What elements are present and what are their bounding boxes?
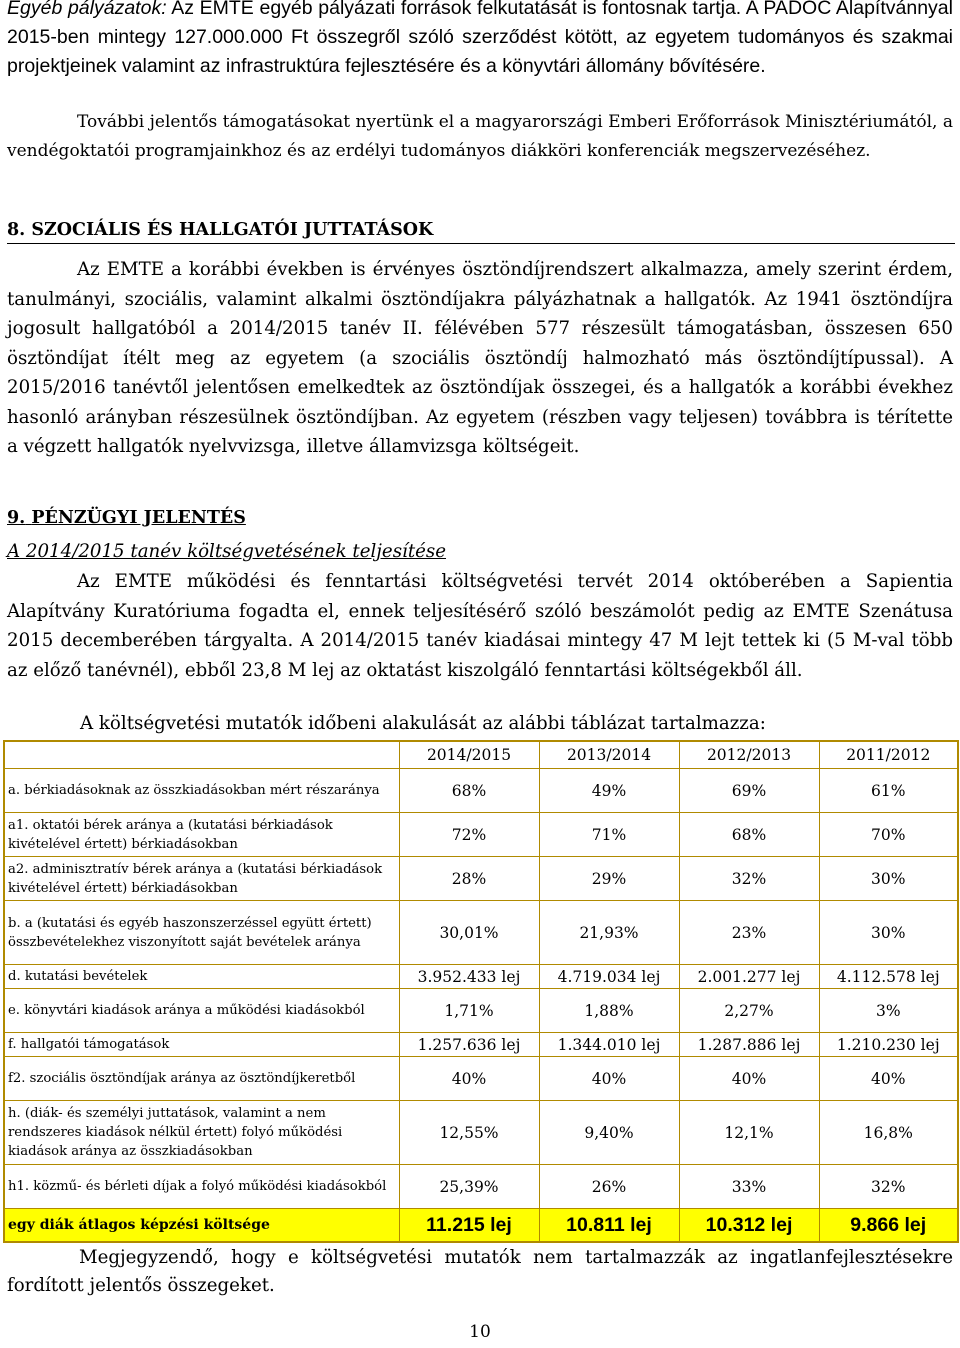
- average-cost-row: [4, 1209, 958, 1243]
- table-row: [4, 1101, 958, 1165]
- cell-value: 68%: [399, 769, 539, 813]
- table-row: [4, 769, 958, 813]
- row-label: a. bérkiadásoknak az összkiadásokban mért részaránya: [4, 769, 399, 813]
- page-number: 10: [469, 1322, 491, 1342]
- cell-value: 40%: [399, 1057, 539, 1101]
- table-row: [4, 989, 958, 1033]
- table-header-row: [4, 741, 958, 769]
- row-label: e. könyvtári kiadások aránya a működési kiadásokból: [4, 989, 399, 1033]
- table-row: [4, 1033, 958, 1057]
- section-9-body: Az EMTE működési és fenntartási költségvetési tervét 2014 októberében a Sapientia Alapítvány Kuratóriuma fogadta el, ennek teljesítésérő szóló beszámolót pedig az EMTE Szenátusa 2015 decemberében tárgyalta. A 2014/2015 tanév kiadásai mintegy 47 M lejt tettek ki (5 M-val több az előző tanévnél), ebből 23,8 M lej az oktatást kiszolgáló fenntartási költségekből áll.: [7, 571, 953, 681]
- year-header: 2013/2014: [539, 741, 679, 769]
- row-label: egy diák átlagos képzési költsége: [4, 1209, 399, 1243]
- cell-value: 32%: [819, 1165, 958, 1209]
- cell-value: 2,27%: [679, 989, 819, 1033]
- section-8-rule: [7, 243, 955, 244]
- section-9-title: PÉNZÜGYI JELENTÉS: [31, 508, 246, 528]
- row-label: f2. szociális ösztöndíjak aránya az ösztöndíjkeretből: [4, 1057, 399, 1101]
- row-label: a1. oktatói bérek aránya a (kutatási bérkiadások kivételével értett) bérkiadásokban: [4, 813, 399, 857]
- cell-value: 4.112.578 lej: [819, 965, 958, 989]
- section-8-number: 8.: [7, 220, 26, 240]
- budget-indicators-table: [3, 740, 959, 1243]
- section-9-heading: [7, 506, 246, 530]
- cell-value: 12,55%: [399, 1101, 539, 1165]
- other-grants-text: Az EMTE egyéb pályázati források felkutatását is fontosnak tartja. A PADOC Alapítvánnyal 2015-ben mintegy 127.000.000 Ft összegről szóló szerződést kötött, az egyetem tudományos és szakmai projektjeinek valamint az infrastruktúra fejlesztésére és a könyvtári állomány bővítésére.: [7, 0, 953, 77]
- row-label: a2. adminisztratív bérek aránya a (kutatási bérkiadások kivételével értett) bérkiadásokban: [4, 857, 399, 901]
- cell-value: 30%: [819, 901, 958, 965]
- year-header: 2012/2013: [679, 741, 819, 769]
- table-row: [4, 965, 958, 989]
- section-8-body: Az EMTE a korábbi években is érvényes ösztöndíjrendszert alkalmazza, amely szerint érdem, tanulmányi, szociális, valamint alkalmi ösztöndíjakra pályázhatnak a hallgatók. Az 1941 ösztöndíjra jogosult hallgatóból a 2014/2015 tanév II. félévében 577 részesült támogatásban, összesen 650 ösztöndíjat ítélt meg az egyetem (a szociális ösztöndíj halmozható más ösztöndíjtípussal). A 2015/2016 tanévtől jelentősen emelkedtek az ösztöndíjak összegei, és a hallgatók a korábbi évekhez hasonló arányban részesülnek ösztöndíjban. Az egyetem (részben vagy teljesen) továbbra is térítette a végzett hallgatók nyelvvizsga, illetve államvizsga költségeit.: [7, 259, 953, 457]
- table-row: [4, 901, 958, 965]
- other-grants-lead: Egyéb pályázatok:: [7, 0, 167, 19]
- table-header-corner: [4, 741, 399, 769]
- cell-value: 32%: [679, 857, 819, 901]
- row-label: f. hallgatói támogatások: [4, 1033, 399, 1057]
- closing-note: Megjegyzendő, hogy e költségvetési mutatók nem tartalmazzák az ingatlanfejlesztésekre fordított jelentős összegeket.: [7, 1247, 953, 1296]
- cell-value: 25,39%: [399, 1165, 539, 1209]
- cell-value: 40%: [679, 1057, 819, 1101]
- cell-value: 28%: [399, 857, 539, 901]
- row-label: b. a (kutatási és egyéb haszonszerzéssel együtt értett) összbevételekhez viszonyított saját bevételek aránya: [4, 901, 399, 965]
- table-intro: A költségvetési mutatók időbeni alakulását az alábbi táblázat tartalmazza:: [80, 713, 766, 734]
- cell-value: 1.257.636 lej: [399, 1033, 539, 1057]
- cell-value: 16,8%: [819, 1101, 958, 1165]
- cell-value: 1.344.010 lej: [539, 1033, 679, 1057]
- cell-value: 49%: [539, 769, 679, 813]
- cell-value: 30,01%: [399, 901, 539, 965]
- cell-value: 10.312 lej: [679, 1209, 819, 1243]
- section-9-number: 9.: [7, 508, 26, 528]
- cell-value: 33%: [679, 1165, 819, 1209]
- cell-value: 69%: [679, 769, 819, 813]
- cell-value: 30%: [819, 857, 958, 901]
- section-9-subtitle: A 2014/2015 tanév költségvetésének teljesítése: [7, 541, 447, 562]
- cell-value: 3.952.433 lej: [399, 965, 539, 989]
- cell-value: 71%: [539, 813, 679, 857]
- cell-value: 9,40%: [539, 1101, 679, 1165]
- cell-value: 10.811 lej: [539, 1209, 679, 1243]
- cell-value: 23%: [679, 901, 819, 965]
- year-header: 2011/2012: [819, 741, 958, 769]
- row-label: h1. közmű- és bérleti díjak a folyó működési kiadásokból: [4, 1165, 399, 1209]
- table-row: [4, 1165, 958, 1209]
- cell-value: 2.001.277 lej: [679, 965, 819, 989]
- cell-value: 1,71%: [399, 989, 539, 1033]
- table-row: [4, 857, 958, 901]
- row-label: h. (diák- és személyi juttatások, valamint a nem rendszeres kiadások nélkül értett) folyó működési kiadások aránya az összkiadásokban: [4, 1101, 399, 1165]
- row-label: d. kutatási bevételek: [4, 965, 399, 989]
- cell-value: 1.210.230 lej: [819, 1033, 958, 1057]
- cell-value: 4.719.034 lej: [539, 965, 679, 989]
- cell-value: 11.215 lej: [399, 1209, 539, 1243]
- cell-value: 12,1%: [679, 1101, 819, 1165]
- cell-value: 61%: [819, 769, 958, 813]
- cell-value: 29%: [539, 857, 679, 901]
- cell-value: 40%: [539, 1057, 679, 1101]
- cell-value: 21,93%: [539, 901, 679, 965]
- cell-value: 1.287.886 lej: [679, 1033, 819, 1057]
- cell-value: 1,88%: [539, 989, 679, 1033]
- cell-value: 70%: [819, 813, 958, 857]
- other-grants-paragraph: [7, 0, 953, 81]
- table-row: [4, 813, 958, 857]
- cell-value: 3%: [819, 989, 958, 1033]
- section-8-heading: [7, 218, 433, 242]
- cell-value: 26%: [539, 1165, 679, 1209]
- cell-value: 68%: [679, 813, 819, 857]
- year-header: 2014/2015: [399, 741, 539, 769]
- section-8-title: SZOCIÁLIS ÉS HALLGATÓI JUTTATÁSOK: [31, 220, 434, 240]
- cell-value: 72%: [399, 813, 539, 857]
- table-row: [4, 1057, 958, 1101]
- support-paragraph: További jelentős támogatásokat nyertünk el a magyarországi Emberi Erőforrások Minisztériumától, a vendégoktatói programjainkhoz és az erdélyi tudományos diákköri konferenciák megszervezéséhez.: [7, 112, 953, 161]
- cell-value: 9.866 lej: [819, 1209, 958, 1243]
- cell-value: 40%: [819, 1057, 958, 1101]
